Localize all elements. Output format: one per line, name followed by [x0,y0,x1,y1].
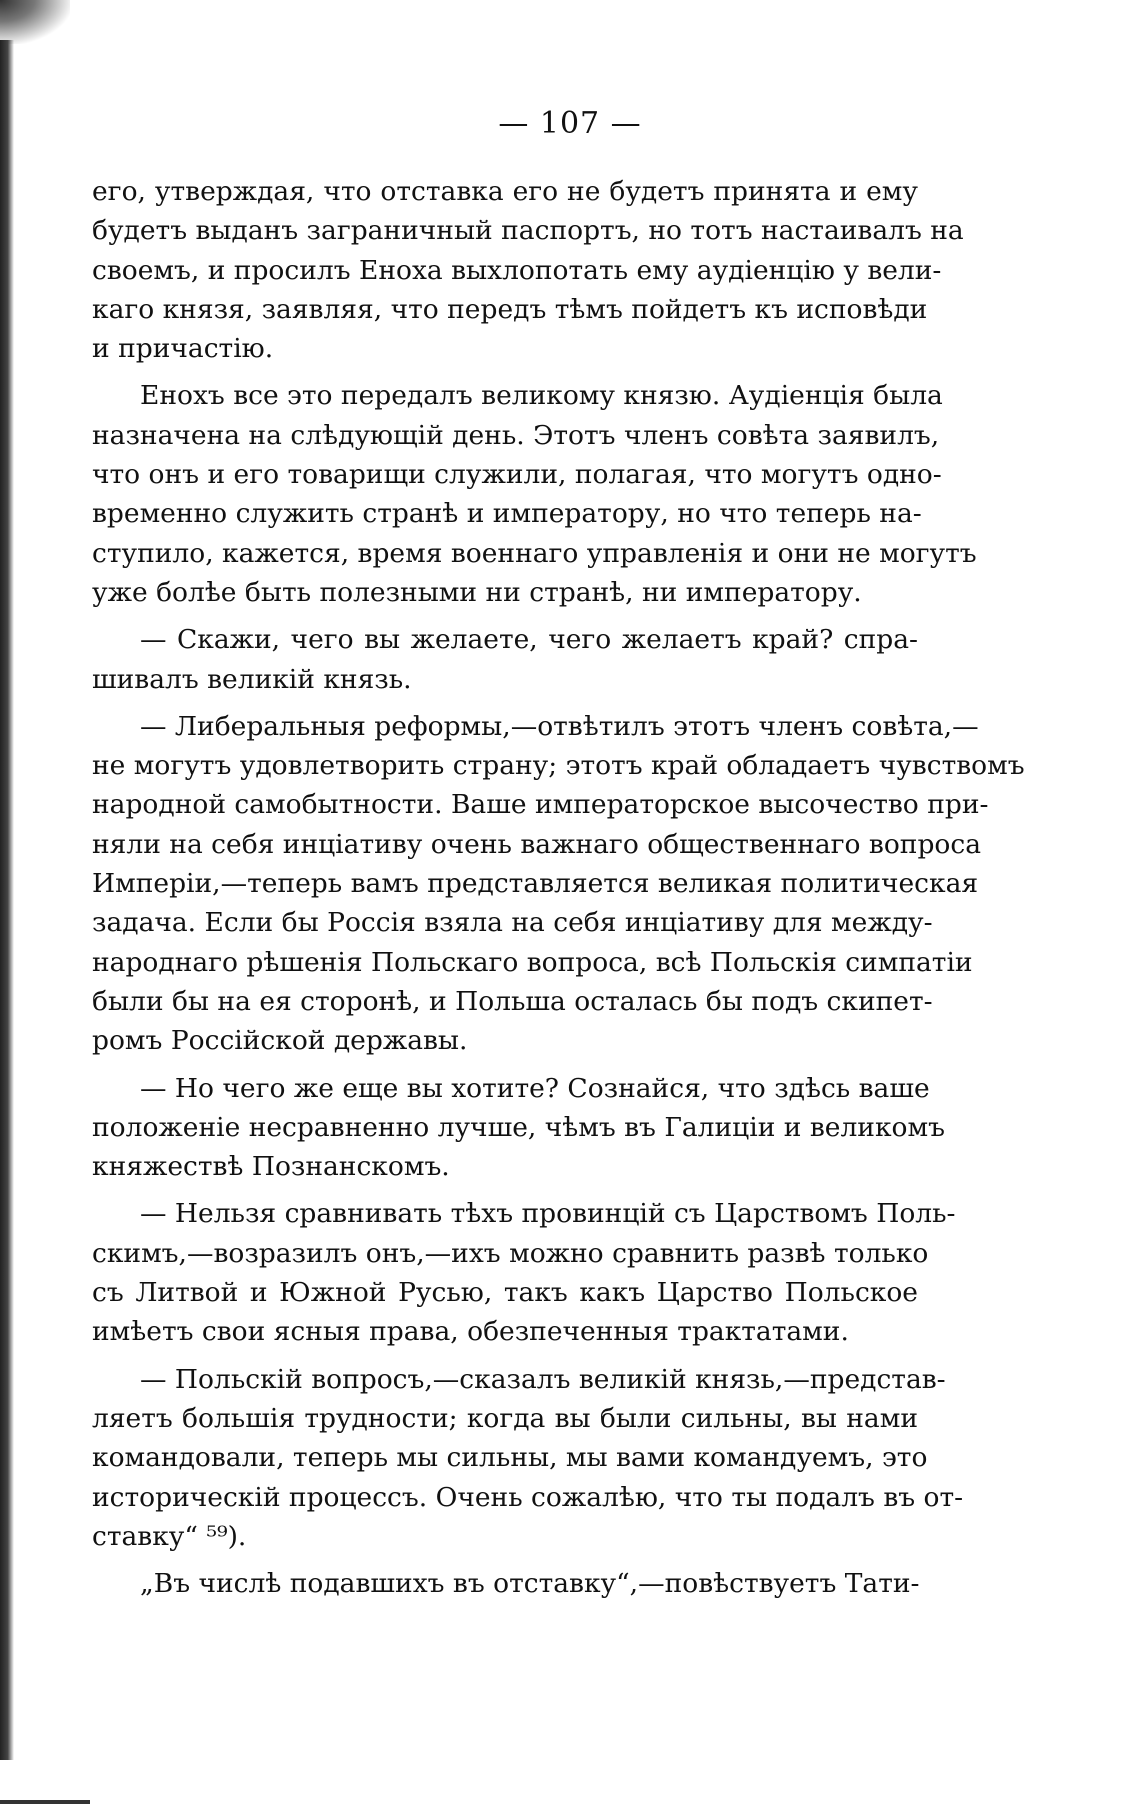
paragraph-7 [92,1360,964,1556]
scan-corner-smudge [0,0,70,44]
text-line: историческій процессъ. Очень сожалѣю, что ты подалъ въ от- [92,1481,964,1513]
text-line: — Польскій вопросъ,—сказалъ великій князь,—представ- [140,1363,946,1395]
text-line: народной самобытности. Ваше императорское высочество при- [92,789,989,821]
text-line: ступило, кажется, время военнаго управленія и они не могутъ [92,537,977,569]
text-line: — Нельзя сравнивать тѣхъ провинцій съ Царствомъ Поль- [140,1198,956,1230]
text-line: шивалъ великій князь. [92,663,412,695]
text-line: ромъ Россійской державы. [92,1025,468,1057]
text-line: задача. Если бы Россія взяла на себя инціативу для между- [92,907,933,939]
text-line: будетъ выданъ заграничный паспортъ, но тотъ настаивалъ на [92,215,964,247]
text-line: назначена на слѣдующій день. Этотъ членъ совѣта заявилъ, [92,419,940,451]
text-line: и причастію. [92,333,274,365]
text-line: что онъ и его товарищи служили, полагая, что могутъ одно- [92,459,942,491]
text-line: няли на себя инціативу очень важнаго общественнаго вопроса [92,828,982,860]
text-line: Енохъ все это передалъ великому князю. Аудіенція была [140,380,943,412]
paragraph-3 [92,620,918,699]
text-line: его, утверждая, что отставка его не будетъ принята и ему [92,176,918,207]
text-line: Имперіи,—теперь вамъ представляется великая политическая [92,868,979,900]
text-line: ляетъ большія трудности; когда вы были сильны, вы нами [92,1402,918,1434]
text-line: положеніе несравненно лучше, чѣмъ въ Галиціи и великомъ [92,1111,945,1143]
text-line: не могутъ удовлетворить страну; этотъ край обладаетъ чувствомъ [92,750,1025,782]
scan-binding-edge [0,40,14,1760]
text-line: уже болѣе быть полезными ни странѣ, ни императору. [92,576,862,608]
text-line: народнаго рѣшенія Польскаго вопроса, всѣ Польскія симпатіи [92,946,973,978]
text-line: скимъ,—возразилъ онъ,—ихъ можно сравнить развѣ только [92,1237,929,1269]
text-line: — Скажи, чего вы желаете, чего желаетъ край? спра- [140,624,918,656]
text-line: — Либеральныя реформы,—отвѣтилъ этотъ членъ совѣта,— [140,710,979,742]
text-line: своемъ, и просилъ Еноха выхлопотать ему аудіенцію у вели- [92,254,942,286]
paragraph-6 [92,1194,956,1351]
paragraph-1 [92,172,964,368]
text-line: каго князя, заявляя, что передъ тѣмъ пойдетъ къ исповѣди [92,293,928,325]
paragraph-2 [92,376,977,612]
page-number: — 107 — [498,106,642,141]
body-text [92,172,1025,1603]
text-line: командовали, теперь мы сильны, мы вами командуемъ, это [92,1442,928,1474]
text-line: имѣетъ свои ясныя права, обезпеченныя трактатами. [92,1316,849,1348]
text-line: княжествѣ Познанскомъ. [92,1151,450,1183]
scan-bottom-mark [0,1800,90,1804]
text-line: съ Литвой и Южной Русью, такъ какъ Царство Польское [92,1277,918,1309]
text-line: ставку“ ⁵⁹). [92,1520,247,1552]
text-line: „Въ числѣ подавшихъ въ отставку“,—повѣствуетъ Тати- [140,1568,920,1600]
paragraph-8 [92,1564,918,1603]
paragraph-5 [92,1069,945,1187]
text-line: были бы на ея сторонѣ, и Польша осталась бы подъ скипет- [92,985,933,1017]
text-line: — Но чего же еще вы хотите? Сознайся, что здѣсь ваше [140,1072,930,1104]
text-line: временно служить странѣ и императору, но что теперь на- [92,498,922,530]
paragraph-4 [92,707,1025,1061]
